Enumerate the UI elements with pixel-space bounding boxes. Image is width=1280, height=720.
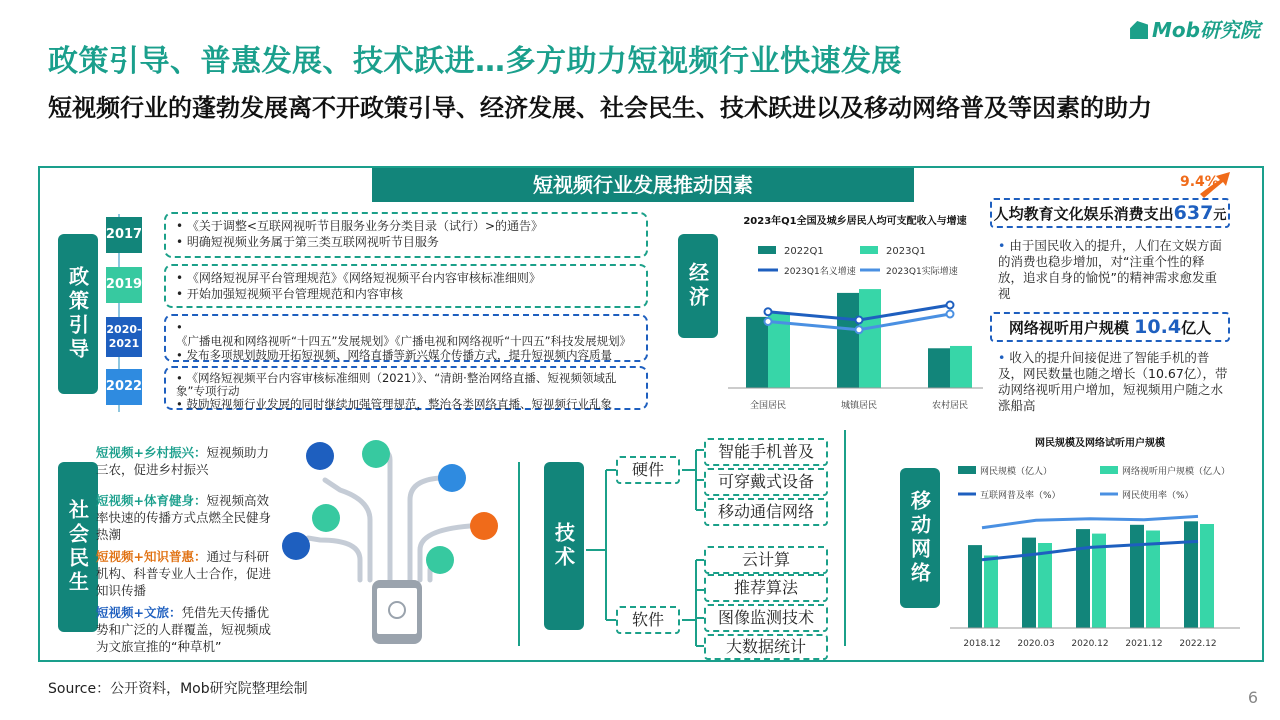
stat-consumption: 人均教育文化娱乐消费支出637元 [990,198,1230,228]
software-tag: 软件 [616,606,680,634]
income-bar-1-2 [950,346,972,388]
income-bar-1-1 [859,289,881,388]
legend-usage: 网民使用率（%） [1122,491,1194,501]
income-xtick-1: 城镇居民 [840,401,878,411]
legend-netizen: 网民规模（亿人） [980,467,1053,477]
mobile-divider [844,430,846,646]
users-bar-0-4 [1184,521,1198,628]
mobile-label: 移动网络 [900,468,940,608]
logo-icon [1130,21,1148,39]
income-xtick-0: 全国居民 [749,401,787,411]
users-bar-1-0 [984,556,998,629]
cart-icon [470,512,498,540]
phone-network-graphic [280,430,510,655]
hw-item-2: 可穿戴式设备 [704,468,828,496]
income-chart-legend [758,246,958,277]
income-bar-0-2 [928,348,950,388]
users-xtick-4: 2022.12 [1179,639,1217,649]
income-xtick-2: 农村居民 [931,401,969,411]
delivery-icon [312,504,340,532]
users-xtick-0: 2018.12 [963,639,1001,649]
income-chart-title: 2023年Q1全国及城乡居民人均可支配收入与增速 [743,216,967,227]
section-banner: 短视频行业发展推动因素 [372,168,914,202]
page-number: 6 [1247,688,1258,707]
income-point-1-0 [765,318,772,325]
economy-label: 经济 [678,234,718,338]
users-bar-0-1 [1022,538,1036,628]
income-point-0-2 [947,302,954,309]
legend-2022q1-swatch [758,246,776,254]
sw-item-1: 云计算 [704,546,828,574]
page-title: 政策引导、普惠发展、技术跃进…多方助力短视频行业快速发展 [48,44,902,79]
legend-audience: 网络视听用户规模（亿人） [1122,467,1231,477]
legend-nominal: 2023Q1名义增速 [784,267,856,277]
legend-audience-swatch [1100,466,1118,474]
users-bar-1-1 [1038,543,1052,628]
income-point-0-1 [856,317,863,324]
year-2017: 2017 [106,217,142,253]
users-chart [950,432,1240,654]
chat-icon [426,546,454,574]
economy-bullet-1: • 由于国民收入的提升，人们在文娱方面的消费也稳步增加，对“注重个性的释放，追求自身的愉悦”的精神需求愈发重视 [998,238,1222,301]
users-chart-title: 网民规模及网络试听用户规模 [1035,438,1165,449]
hw-item-1: 智能手机普及 [704,438,828,466]
users-line-1 [982,516,1198,527]
users-bar-1-4 [1200,524,1214,628]
income-point-1-2 [947,311,954,318]
income-point-1-1 [856,326,863,333]
income-chart [728,210,983,420]
income-bar-0-1 [837,293,859,388]
policy-label: 政策引导 [58,234,98,394]
sw-item-2: 推荐算法 [704,574,828,602]
brand-logo: Mob研究院 [1130,14,1260,43]
sw-item-3: 图像监测技术 [704,604,828,632]
tech-divider-left [518,462,520,646]
year-2020-2021: 2020-2021 [106,317,142,357]
users-xtick-3: 2021.12 [1125,639,1163,649]
year-2022: 2022 [106,369,142,405]
users-bar-0-2 [1076,529,1090,628]
policy-item-2017: • 《关于调整<互联网视听节目服务业务分类目录（试行）>的通告》 • 明确短视频业务属于第三类互联网视听节目服务 [164,212,648,258]
policy-item-2020: • 《广播电视和网络视听“十四五”发展规划》《广播电视和网络视听“十四五”科技发展规划》 • 发布多项规划鼓励开拓短视频、网络直播等新兴媒介传播方式，提升短视频内容质量 [164,314,648,362]
legend-real: 2023Q1实际增速 [886,267,958,277]
policy-item-2022: • 《网络短视频平台内容审核标准细则（2021）》、“清朗·整治网络直播、短视频领域乱象”专项行动 • 鼓励短视频行业发展的同时继续加强管理规范，整治各类网络直播、短视频行业乱象 [164,366,648,410]
legend-netizen-swatch [958,466,976,474]
year-2019: 2019 [106,267,142,303]
knowledge-icon [438,464,466,492]
sw-item-4: 大数据统计 [704,634,828,660]
income-point-0-0 [765,308,772,315]
society-label: 社会民生 [58,462,98,632]
users-bar-0-3 [1130,525,1144,628]
legend-2022q1: 2022Q1 [784,246,824,257]
legend-penetration: 互联网普及率（%） [980,491,1061,501]
source-note: Source：公开资料，Mob研究院整理绘制 [48,681,308,697]
society-item-4: 短视频+文旅：凭借先天传播优势和广泛的人群覆盖，短视频成为文旅宣推的“种草机” [96,605,272,654]
users-bar-0-0 [968,545,982,628]
sports-icon [362,440,390,468]
stat-audience: 网络视听用户规模 10.4亿人 [990,312,1230,342]
policy-item-2019: • 《网络短视屏平台管理规范》《网络短视频平台内容审核标准细则》 • 开始加强短视频平台管理规范和内容审核 [164,264,648,308]
society-item-2: 短视频+体育健身：短视频高效率快速的传播方式点燃全民健身热潮 [96,493,272,542]
users-chart-legend [958,465,1230,501]
economy-bullet-2: • 收入的提升间接促进了智能手机的普及，网民数量也随之增长（10.67亿），带动网络视听用户增加，短视频用户随之水涨船高 [998,350,1228,413]
hardware-tag: 硬件 [616,456,680,484]
hw-item-3: 移动通信网络 [704,498,828,526]
users-xtick-1: 2020.03 [1017,639,1055,649]
income-bar-0-0 [746,317,768,388]
legend-2023q1-swatch [860,246,878,254]
users-xtick-2: 2020.12 [1071,639,1109,649]
page-subtitle: 短视频行业的蓬勃发展离不开政策引导、经济发展、社会民生、技术跃进以及移动网络普及等因素的助力 [48,94,1152,122]
society-item-1: 短视频+乡村振兴：短视频助力三农，促进乡村振兴 [96,445,269,477]
legend-2023q1: 2023Q1 [886,246,926,257]
society-item-3: 短视频+知识普惠：通过与科研机构、科普专业人士合作，促进知识传播 [96,549,272,598]
travel-icon [282,532,310,560]
tech-label: 技术 [544,462,584,630]
growth-rate: 9.4% [1180,174,1219,190]
village-icon [306,442,334,470]
